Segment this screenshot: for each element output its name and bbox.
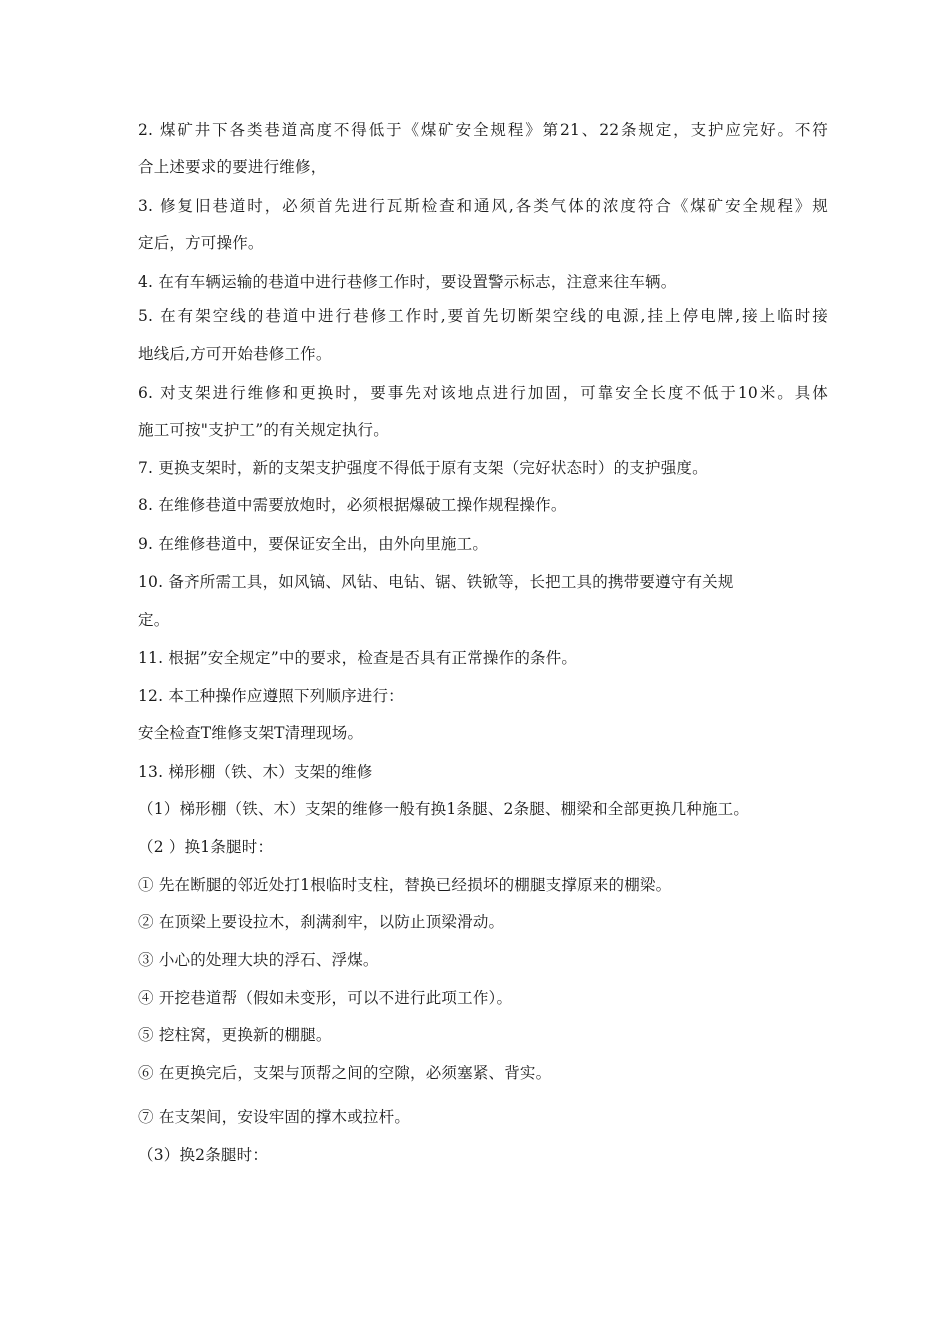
text-line-item3-part1: 3. 修复旧巷道时，必须首先进行瓦斯检查和通风,各类气体的浓度符合《煤矿安全规程》规 bbox=[138, 197, 828, 215]
text-line-sub2: （2 ）换1条腿时： bbox=[138, 838, 274, 856]
text-line-item8: 8. 在维修巷道中需要放炮时，必须根据爆破工操作规程操作。 bbox=[138, 496, 567, 514]
text-line-item10-part1: 10. 备齐所需工具，如风镐、风钻、电钻、锯、铁锨等，长把工具的携带要遵守有关规 bbox=[138, 573, 734, 591]
text-line-sub3: （3）换2条腿时： bbox=[138, 1146, 269, 1164]
text-line-item13: 13. 梯形棚（铁、木）支架的维修 bbox=[138, 763, 373, 781]
text-line-item5-part1: 5. 在有架空线的巷道中进行巷修工作时,要首先切断架空线的电源,挂上停电牌,接上临时接 bbox=[138, 307, 828, 325]
text-line-step4: ④ 开挖巷道帮（假如未变形，可以不进行此项工作）。 bbox=[138, 989, 513, 1007]
text-line-item2-part1: 2. 煤矿井下各类巷道高度不得低于《煤矿安全规程》第21、22条规定，支护应完好。不符 bbox=[138, 121, 828, 139]
text-line-item2-part2: 合上述要求的要进行维修， bbox=[138, 158, 327, 176]
text-line-item10-part2: 定。 bbox=[138, 611, 170, 629]
text-line-item12: 12. 本工种操作应遵照下列顺序进行： bbox=[138, 687, 404, 705]
text-line-step5: ⑤ 挖柱窝，更换新的棚腿。 bbox=[138, 1026, 332, 1044]
text-line-sequence: 安全检查T维修支架T清理现场。 bbox=[138, 724, 364, 742]
text-line-step7: ⑦ 在支架间，安设牢固的撑木或拉杆。 bbox=[138, 1108, 411, 1126]
text-line-item9: 9. 在维修巷道中，要保证安全出，由外向里施工。 bbox=[138, 535, 489, 553]
text-line-item4: 4. 在有车辆运输的巷道中进行巷修工作时，要设置警示标志，注意来往车辆。 bbox=[138, 273, 677, 291]
text-line-item3-part2: 定后，方可操作。 bbox=[138, 234, 264, 252]
text-line-step2: ② 在顶梁上要设拉木，刹满刹牢，以防止顶梁滑动。 bbox=[138, 913, 505, 931]
text-line-item11: 11. 根据”安全规定”中的要求，检查是否具有正常操作的条件。 bbox=[138, 649, 578, 667]
text-line-step6: ⑥ 在更换完后，支架与顶帮之间的空隙，必须塞紧、背实。 bbox=[138, 1064, 552, 1082]
text-line-item7: 7. 更换支架时，新的支架支护强度不得低于原有支架（完好状态时）的支护强度。 bbox=[138, 459, 708, 477]
text-line-step3: ③ 小心的处理大块的浮石、浮煤。 bbox=[138, 951, 379, 969]
text-line-item6-part2: 施工可按"支护工”的有关规定执行。 bbox=[138, 421, 389, 439]
text-line-item6-part1: 6. 对支架进行维修和更换时，要事先对该地点进行加固，可靠安全长度不低于10米。具体 bbox=[138, 384, 828, 402]
text-line-item5-part2: 地线后,方可开始巷修工作。 bbox=[138, 345, 332, 363]
text-line-step1: ① 先在断腿的邻近处打1根临时支柱，替换已经损坏的棚腿支撑原来的棚梁。 bbox=[138, 876, 672, 894]
text-line-sub1: （1）梯形棚（铁、木）支架的维修一般有换1条腿、2条腿、棚梁和全部更换几种施工。 bbox=[138, 800, 750, 818]
